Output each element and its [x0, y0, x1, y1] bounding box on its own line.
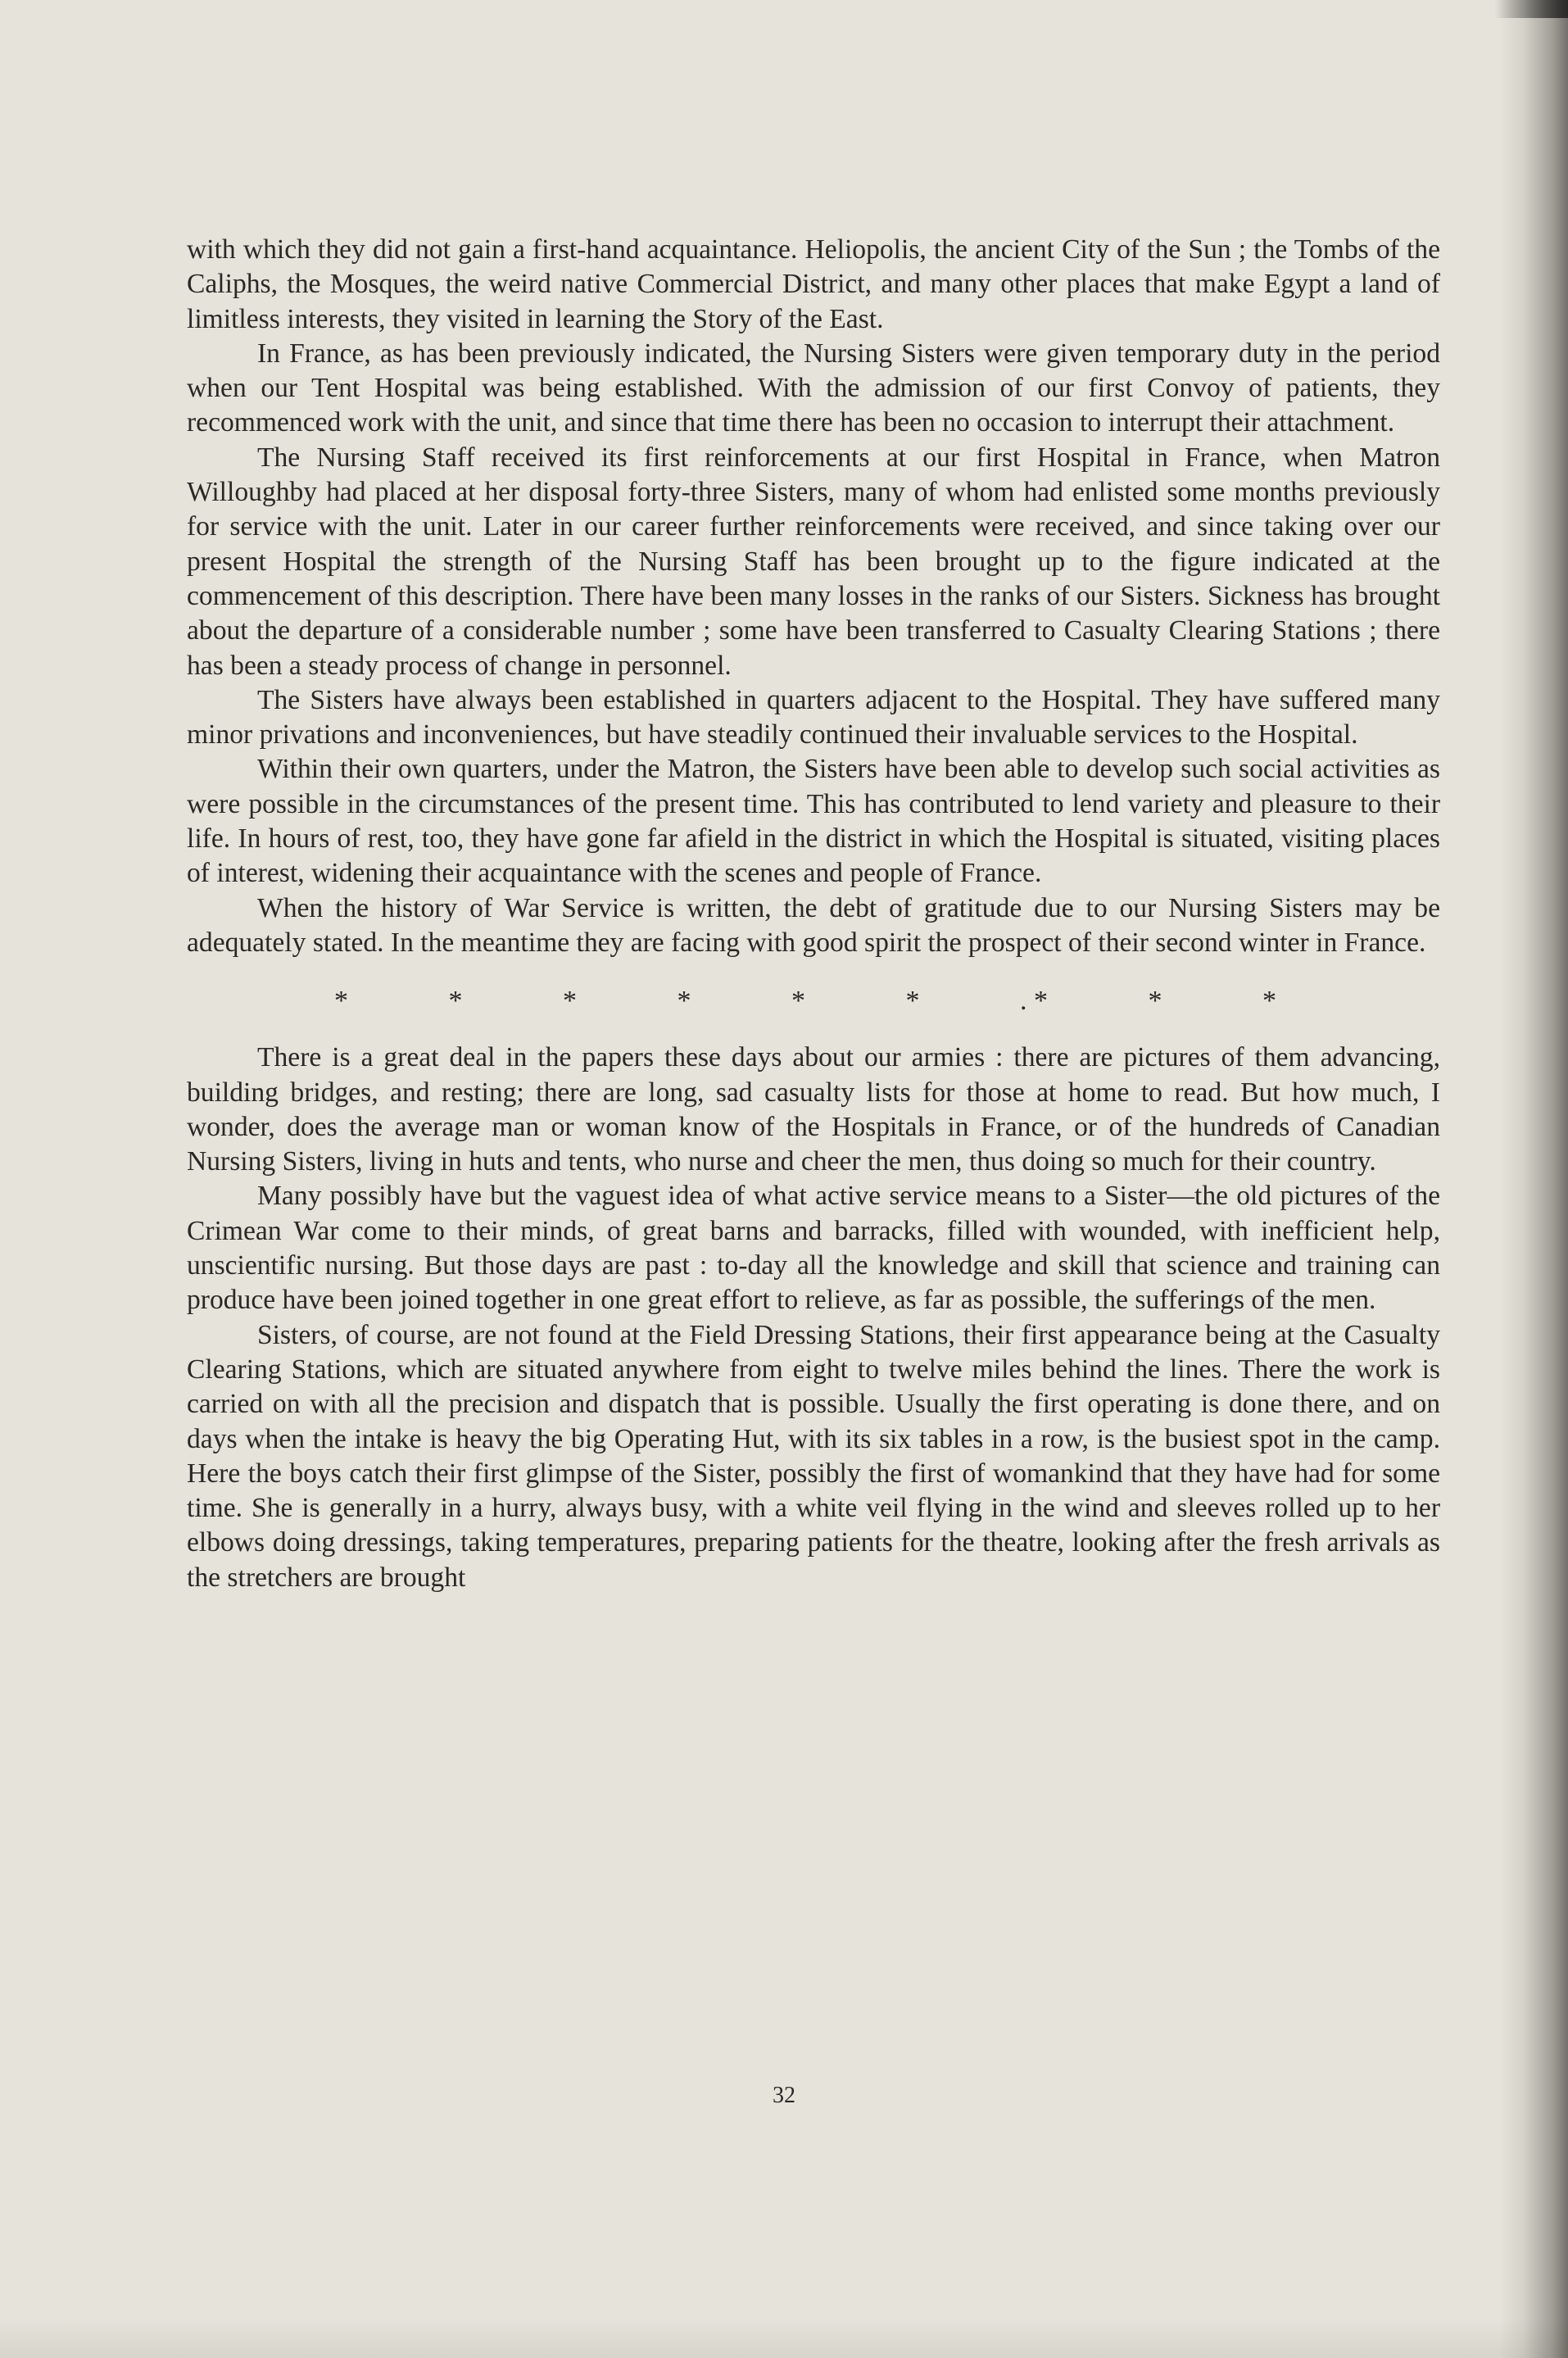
- paragraph: When the history of War Service is written, the debt of gratitude due to our Nursing Sisters may be adequately stated. In the meantime they are facing with good spirit the prospect of their second winter in France.: [187, 892, 1440, 958]
- paragraph: Many possibly have but the vaguest idea of what active service means to a Sister—the old pictures of the Crimean War come to their minds, of great barns and barracks, filled with wounded, with inefficient help, unscientific nursing. But those days are past : to-day all the knowledge and skill that science and training can produce have been joined together in one great effort to relieve, as far as possible, the sufferings of the men.: [187, 1181, 1440, 1316]
- divider-asterisk: *: [1262, 986, 1276, 1017]
- paragraph: Sisters, of course, are not found at the Field Dressing Stations, their first appearance being at the Casualty Clearing Stations, which are situated anywhere from eight to twelve miles behind the lines. There the work is carried on with all the precision and dispatch that is possible. Usually the first operating is done there, and on days when the intake is heavy the big Operating Hut, with its six tables in a row, is the busiest spot in the camp. Here the boys catch their first glimpse of the Sister, possibly the first of womankind that they have had for some time. She is generally in a hurry, always busy, with a white veil flying in the wind and sleeves rolled up to her elbows doing dressings, taking temperatures, preparing patients for the theatre, looking after the fresh arrivals as the stretchers are brought: [187, 1319, 1440, 1593]
- divider-asterisk: *: [1148, 986, 1162, 1017]
- divider-asterisk: . *: [1020, 986, 1048, 1017]
- paragraph: In France, as has been previously indicated, the Nursing Sisters were given temporary duty in the period when our Tent Hospital was being established. With the admission of our first Convoy of patients, they recommenced work with the unit, and since that time there has been no occasion to interrupt their attachment.: [187, 338, 1440, 438]
- divider-asterisk: *: [905, 986, 920, 1017]
- divider-asterisk: *: [448, 986, 463, 1017]
- page-body: [187, 233, 1440, 1595]
- divider-asterisk: *: [677, 986, 691, 1017]
- paragraph: The Sisters have always been established in quarters adjacent to the Hospital. They have suffered many minor privations and inconveniences, but have steadily continued their invaluable services to the Hospital.: [187, 684, 1440, 750]
- paragraph: with which they did not gain a first-hand acquaintance. Heliopolis, the ancient City of the Sun ; the Tombs of the Caliphs, the Mosques, the weird native Commercial District, and many other places that make Egypt a land of limitless interests, they visited in learning the Story of the East.: [187, 234, 1440, 334]
- paragraph: Within their own quarters, under the Matron, the Sisters have been able to develop such social activities as were possible in the circumstances of the present time. This has contributed to lend variety and pleasure to their life. In hours of rest, too, they have gone far afield in the district in which the Hospital is situated, visiting places of interest, widening their acquaintance with the scenes and people of France.: [187, 754, 1440, 889]
- divider-asterisk: *: [791, 986, 805, 1017]
- divider-asterisk: *: [334, 986, 348, 1017]
- section-divider: [334, 985, 1276, 1018]
- page-edge-shadow: [1494, 0, 1568, 18]
- paragraph: There is a great deal in the papers these days about our armies : there are pictures of them advancing, building bridges, and resting; there are long, sad casualty lists for those at home to read. But how much, I wonder, does the average man or woman know of the Hospitals in France, or of the hundreds of Canadian Nursing Sisters, living in huts and tents, who nurse and cheer the men, thus doing so much for their country.: [187, 1042, 1440, 1177]
- page-number: 32: [773, 2083, 795, 2108]
- paragraph: The Nursing Staff received its first reinforcements at our first Hospital in France, when Matron Willoughby had placed at her disposal forty-three Sisters, many of whom had enlisted some months previously for service with the unit. Later in our career further reinforcements were received, and since taking over our present Hospital the strength of the Nursing Staff has been brought up to the figure indicated at the commencement of this description. There have been many losses in the ranks of our Sisters. Sickness has brought about the departure of a considerable number ; some have been transferred to Casualty Clearing Stations ; there has been a steady process of change in personnel.: [187, 442, 1440, 681]
- divider-asterisk: *: [563, 986, 577, 1017]
